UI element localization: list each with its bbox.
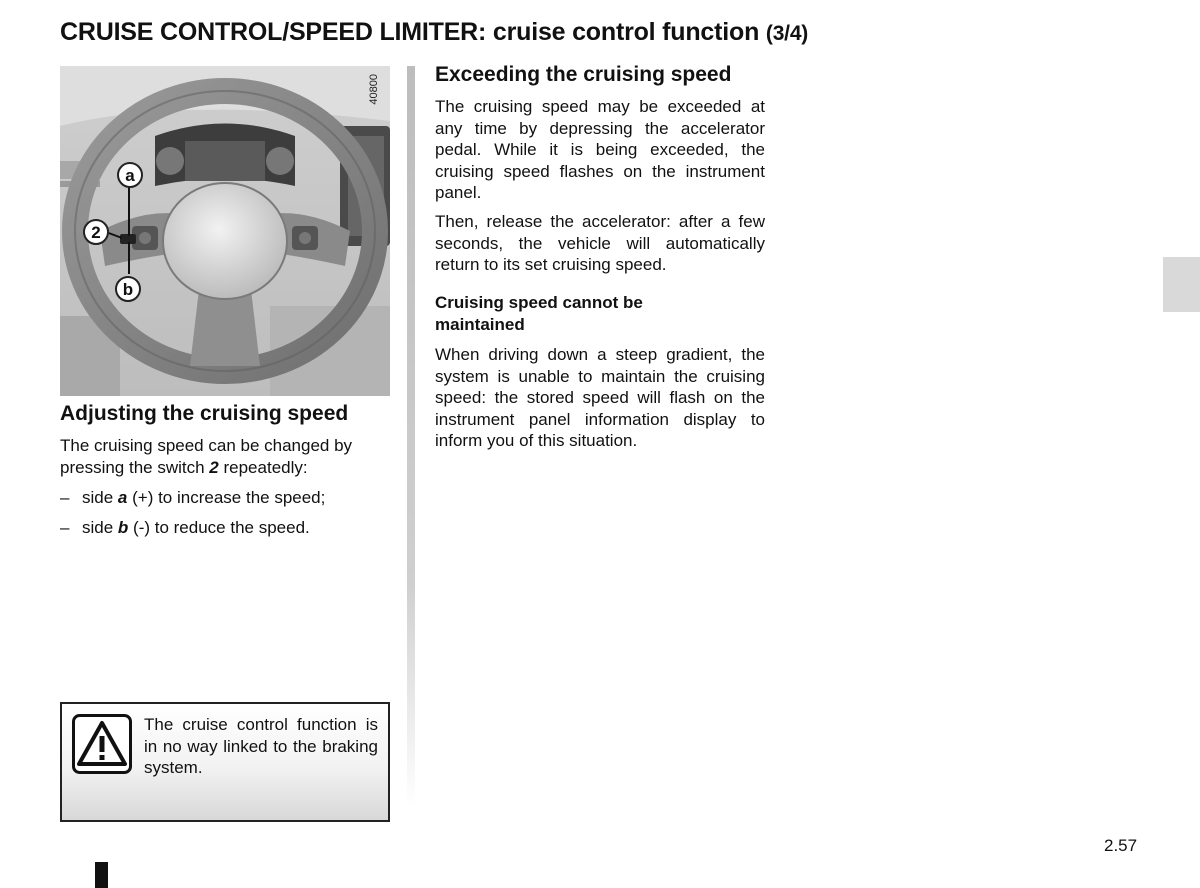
adjusting-intro-text: The cruising speed can be changed by pressing the switch <box>60 436 353 477</box>
list-item-pre: side <box>82 488 118 507</box>
section-tab <box>1163 257 1200 312</box>
switch-ref: 2 <box>209 457 219 477</box>
list-item-key: b <box>117 518 129 537</box>
list-item-post: (-) to reduce the speed. <box>128 518 310 537</box>
list-item-key: a <box>117 488 128 507</box>
warning-text: The cruise control function is in no way linked to the braking system. <box>144 715 378 777</box>
warning-triangle-icon <box>72 714 132 774</box>
page-title-suffix: (3/4) <box>765 22 809 45</box>
steering-wheel-illustration <box>60 66 390 396</box>
release-paragraph: Then, release the accelerator: after a few seconds, the vehicle will automatically return to its set cruising speed. <box>435 212 765 274</box>
callout-a: a <box>117 162 143 188</box>
callout-leaders <box>60 66 390 396</box>
warning-box <box>60 702 390 822</box>
callout-2: 2 <box>83 219 109 245</box>
adjusting-intro <box>60 435 390 478</box>
column-divider <box>407 66 415 806</box>
illustration-code: 40800 <box>368 74 380 105</box>
page-number: 2.57 <box>1104 836 1138 855</box>
corner-mark <box>95 862 108 888</box>
gradient-paragraph: When driving down a steep gradient, the system is unable to maintain the cruising speed: the stored speed will flash on the instrument panel information display to inform you of this situation. <box>435 345 765 450</box>
adjusting-intro-end: repeatedly: <box>218 457 308 477</box>
page-title-main: CRUISE CONTROL/SPEED LIMITER: cruise control function <box>60 18 760 46</box>
exceeding-paragraph: The cruising speed may be exceeded at any time by depressing the accelerator pedal. While it is being exceeded, the cruising speed flashes on the instrument panel. <box>435 97 765 202</box>
callout-b: b <box>115 276 141 302</box>
list-item-post: (+) to increase the speed; <box>127 488 326 507</box>
list-dash: – <box>60 488 70 507</box>
list-item-pre: side <box>82 518 118 537</box>
adjusting-heading: Adjusting the cruising speed <box>60 402 349 425</box>
list-item-reduce <box>60 517 310 538</box>
exceeding-heading: Exceeding the cruising speed <box>435 63 732 86</box>
page-title <box>60 18 808 47</box>
list-item-increase <box>60 487 325 508</box>
cannot-maintain-heading: Cruising speed cannot be maintained <box>435 293 643 334</box>
list-dash: – <box>60 518 70 537</box>
